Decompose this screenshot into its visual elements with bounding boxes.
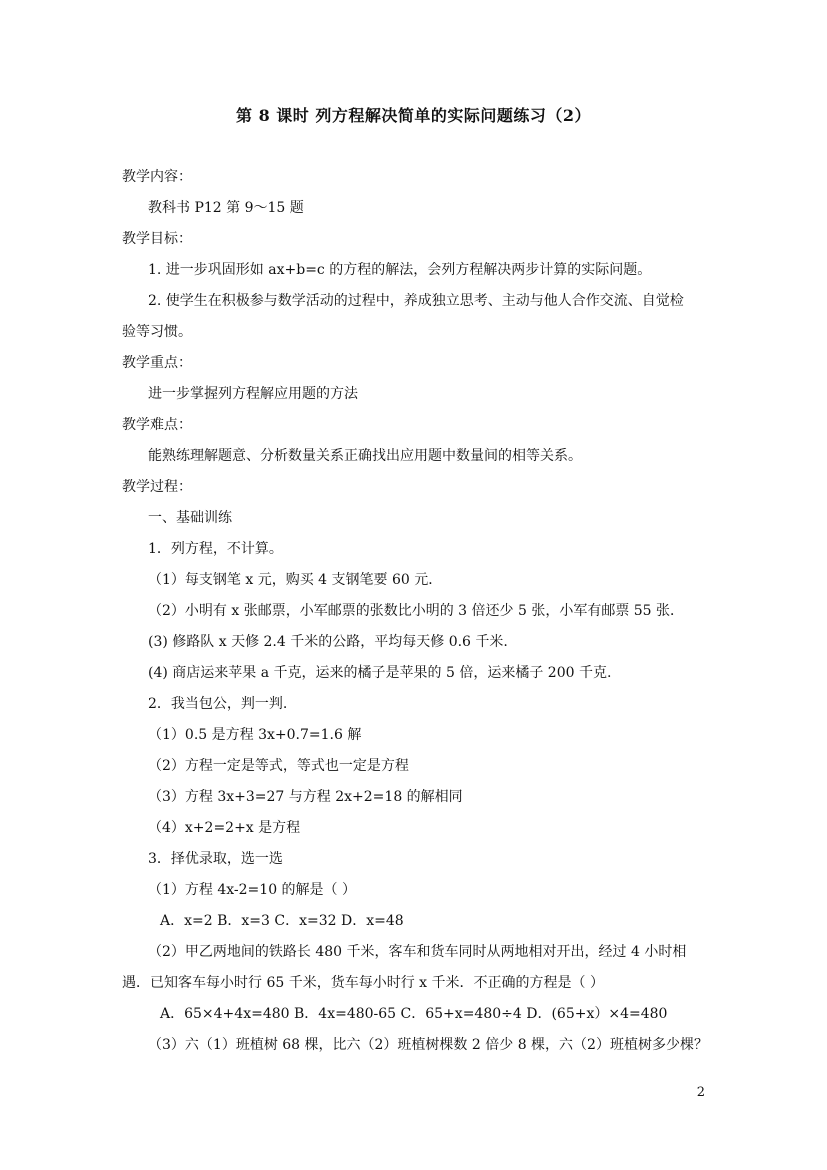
text-line: （4）x+2=2+x 是方程 (148, 820, 301, 836)
text-line: （2）甲乙两地间的铁路长 480 千米，客车和货车同时从两地相对开出，经过 4 小时相 (148, 944, 687, 960)
text-line: (3) 修路队 x 天修 2.4 千米的公路，平均每天修 0.6 千米. (148, 634, 508, 650)
text-line: 2．我当包公，判一判. (148, 696, 288, 712)
text-line: 1. 进一步巩固形如 ax+b=c 的方程的解法，会列方程解决两步计算的实际问题。 (148, 262, 652, 278)
text-line: 3．择优录取，选一选 (148, 851, 283, 867)
text-line: (4) 商店运来苹果 a 千克，运来的橘子是苹果的 5 倍，运来橘子 200 千克. (148, 665, 612, 681)
text-line: 教学难点： (122, 417, 192, 433)
text-line: 2. 使学生在积极参与数学活动的过程中，养成独立思考、主动与他人合作交流、自觉检 (148, 293, 684, 309)
text-line: （2）方程一定是等式，等式也一定是方程 (148, 758, 409, 774)
text-line: （1）每支钢笔 x 元，购买 4 支钢笔要 60 元． (148, 572, 443, 588)
text-line: 一、基础训练 (148, 510, 232, 526)
document-title: 第 8 课时 列方程解决简单的实际问题练习（2） (236, 106, 591, 125)
text-line: 能熟练理解题意、分析数量关系正确找出应用题中数量间的相等关系。 (148, 448, 582, 464)
text-line: （2）小明有 x 张邮票，小军邮票的张数比小明的 3 倍还少 5 张，小军有邮票 55 张． (148, 603, 685, 619)
text-line: 1．列方程，不计算。 (148, 541, 283, 557)
text-line: 教学目标： (122, 231, 192, 247)
text-line: 遇．已知客车每小时行 65 千米，货车每小时行 x 千米．不正确的方程是（ ） (122, 975, 604, 991)
text-line: （1）方程 4x-2=10 的解是（ ） (148, 882, 356, 898)
text-line: （1）0.5 是方程 3x+0.7=1.6 解 (148, 727, 362, 743)
text-line: 教学过程： (122, 479, 192, 495)
text-line: 验等习惯。 (122, 324, 192, 340)
page-number: 2 (696, 1085, 705, 1100)
text-line: A．x=2 B．x=3 C．x=32 D．x=48 (160, 913, 404, 929)
text-line: 进一步掌握列方程解应用题的方法 (148, 386, 358, 402)
text-line: （3）六（1）班植树 68 棵，比六（2）班植树棵数 2 倍少 8 棵，六（2）班植树多少棵？ (148, 1037, 708, 1053)
text-line: 教学内容： (122, 169, 192, 185)
text-line: 教科书 P12 第 9～15 题 (148, 200, 304, 216)
text-line: （3）方程 3x+3=27 与方程 2x+2=18 的解相同 (148, 789, 463, 805)
text-line: 教学重点： (122, 355, 192, 371)
text-line: A．65×4+4x=480 B．4x=480-65 C．65+x=480÷4 D．(65+x）×4=480 (160, 1006, 668, 1022)
